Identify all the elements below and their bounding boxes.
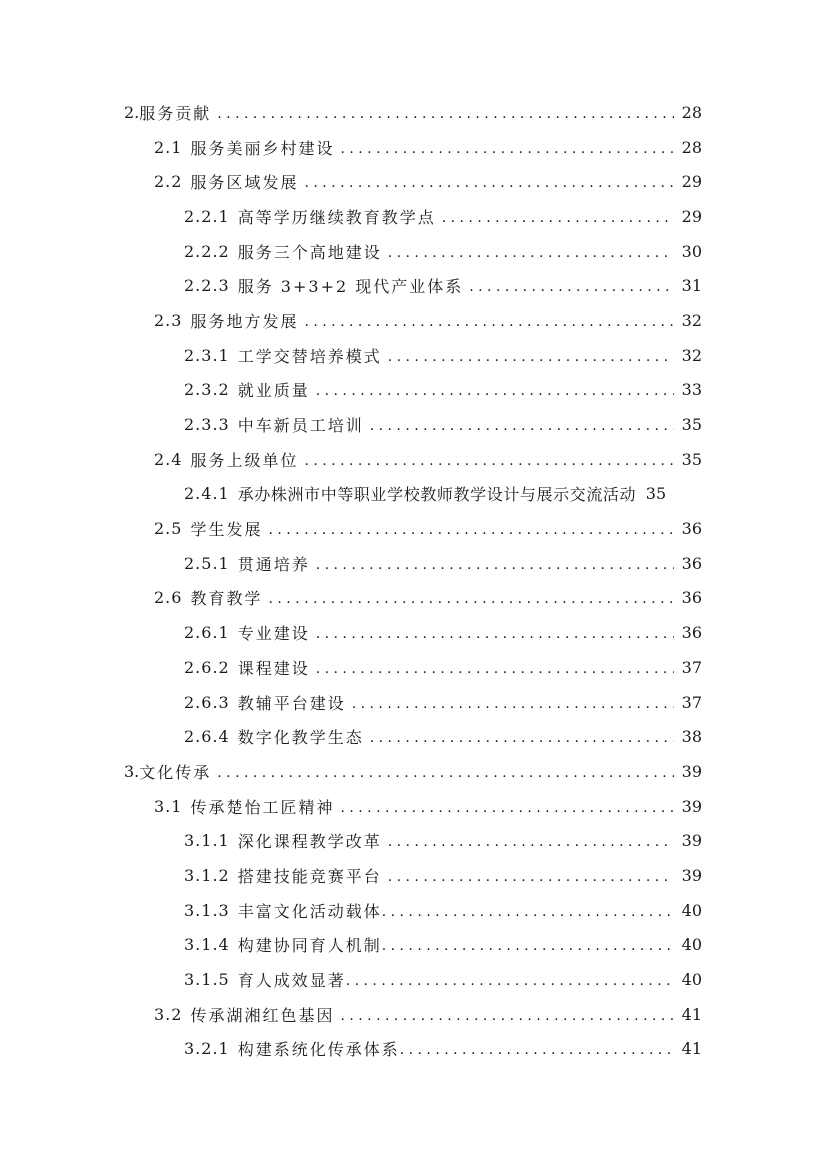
toc-entry-number: 2.3.1	[184, 345, 230, 365]
toc-entry-title: 高等学历继续教育教学点	[237, 207, 436, 227]
toc-entry[interactable]	[0, 268, 827, 303]
toc-entry-number: 3.2.1	[184, 1039, 230, 1059]
toc-entry-number: 2.2.2	[184, 241, 230, 261]
toc-entry-number: 2.6.1	[184, 623, 230, 643]
toc-entry-title: 构建系统化传承体系	[237, 1040, 400, 1060]
toc-entry[interactable]	[0, 1032, 827, 1067]
toc-dot-leader	[340, 1005, 673, 1024]
toc-entry-page: 41	[681, 1039, 702, 1059]
toc-entry-page: 28	[681, 102, 702, 122]
toc-dot-leader	[400, 1039, 674, 1058]
toc-entry[interactable]	[0, 581, 827, 616]
toc-entry-number: 2.3.2	[184, 380, 230, 400]
toc-entry-number: 2.4	[154, 449, 183, 469]
toc-entry-number: 2.4.1	[184, 484, 230, 504]
toc-entry[interactable]	[0, 546, 827, 581]
toc-entry-number: 3.	[124, 761, 140, 781]
toc-entry-page: 39	[681, 796, 702, 816]
toc-entry-title: 课程建设	[237, 658, 310, 678]
toc-entry[interactable]	[0, 234, 827, 269]
toc-entry-title: 工学交替培养模式	[237, 346, 382, 366]
toc-entry-page: 31	[681, 276, 702, 296]
toc-dot-leader	[316, 658, 674, 677]
toc-entry-page: 40	[681, 970, 702, 990]
toc-entry-page: 36	[681, 588, 702, 608]
toc-entry-number: 2.2	[154, 172, 183, 192]
toc-entry-number: 3.1	[154, 796, 183, 816]
toc-entry[interactable]	[0, 338, 827, 373]
toc-entry[interactable]	[0, 407, 827, 442]
toc-dot-leader	[340, 797, 673, 816]
toc-entry[interactable]	[0, 164, 827, 199]
toc-entry-title: 中车新员工培训	[237, 416, 364, 436]
toc-dot-leader	[316, 623, 674, 642]
toc-entry[interactable]	[0, 303, 827, 338]
toc-dot-leader	[382, 935, 674, 954]
toc-dot-leader	[346, 970, 674, 989]
toc-dot-leader	[382, 901, 674, 920]
toc-entry-number: 2.6.3	[184, 692, 230, 712]
toc-entry-page: 39	[681, 865, 702, 885]
toc-entry-page: 32	[681, 310, 702, 330]
toc-entry-page: 37	[681, 692, 702, 712]
toc-entry-number: 3.1.1	[184, 831, 230, 851]
toc-entry-title: 深化课程教学改革	[237, 832, 382, 852]
toc-entry-number: 2.3	[154, 310, 183, 330]
toc-entry-page: 41	[681, 1004, 702, 1024]
toc-dot-leader	[217, 103, 673, 122]
toc-entry-title: 专业建设	[237, 624, 310, 644]
toc-entry-page: 29	[681, 206, 702, 226]
toc-entry-number: 2.3.3	[184, 415, 230, 435]
toc-dot-leader	[370, 415, 674, 434]
toc-entry-title: 贯通培养	[237, 554, 310, 574]
toc-dot-leader	[304, 172, 673, 191]
toc-entry[interactable]	[0, 685, 827, 720]
toc-entry-title: 教辅平台建设	[237, 693, 346, 713]
toc-dot-leader	[304, 311, 673, 330]
toc-entry-page: 32	[681, 345, 702, 365]
toc-entry-title: 服务 3+3+2 现代产业体系	[237, 277, 464, 297]
toc-entry-title: 教育教学	[190, 589, 263, 609]
toc-dot-leader	[268, 588, 673, 607]
toc-entry-title: 就业质量	[237, 381, 310, 401]
toc-entry[interactable]	[0, 789, 827, 824]
toc-entry-number: 2.5	[154, 519, 183, 539]
toc-dot-leader	[268, 519, 673, 538]
toc-entry-title: 承办株洲市中等职业学校教师教学设计与展示交流活动	[237, 485, 637, 505]
toc-entry-page: 33	[681, 380, 702, 400]
toc-dot-leader	[217, 762, 673, 781]
toc-entry[interactable]	[0, 130, 827, 165]
toc-dot-leader	[370, 727, 674, 746]
toc-entry[interactable]	[0, 997, 827, 1032]
toc-dot-leader	[316, 380, 674, 399]
toc-entry[interactable]	[0, 823, 827, 858]
toc-entry-page: 36	[681, 519, 702, 539]
toc-dot-leader	[316, 554, 674, 573]
toc-dot-leader	[388, 346, 674, 365]
toc-entry-number: 2.	[124, 102, 140, 122]
toc-entry-title: 传承湖湘红色基因	[190, 1005, 335, 1025]
toc-entry-title: 丰富文化活动载体	[237, 901, 382, 921]
toc-entry[interactable]	[0, 893, 827, 928]
toc-entry-title: 服务贡献	[139, 103, 212, 123]
toc-entry-page: 35	[681, 415, 702, 435]
toc-dot-leader	[304, 450, 673, 469]
toc-entry-title: 构建协同育人机制	[237, 936, 382, 956]
toc-dot-leader	[469, 276, 673, 295]
toc-entry-title: 数字化教学生态	[237, 728, 364, 748]
toc-entry[interactable]	[0, 858, 827, 893]
toc-entry[interactable]	[0, 615, 827, 650]
toc-entry-number: 2.5.1	[184, 553, 230, 573]
toc-entry[interactable]	[0, 442, 827, 477]
toc-entry-number: 2.2.3	[184, 276, 230, 296]
toc-entry-title: 服务上级单位	[190, 450, 299, 470]
toc-entry-number: 3.1.5	[184, 970, 230, 990]
toc-entry-page: 40	[681, 935, 702, 955]
toc-entry-page: 30	[681, 241, 702, 261]
toc-entry-number: 2.6.4	[184, 727, 230, 747]
toc-dot-leader	[442, 207, 674, 226]
toc-entry-title: 服务三个高地建设	[237, 242, 382, 262]
toc-entry-page: 38	[681, 727, 702, 747]
toc-entry[interactable]	[0, 199, 827, 234]
toc-entry-number: 2.6	[154, 588, 183, 608]
toc-entry-title: 服务区域发展	[190, 173, 299, 193]
toc-dot-leader	[388, 831, 674, 850]
toc-entry-number: 3.1.3	[184, 900, 230, 920]
toc-entry[interactable]	[0, 962, 827, 997]
toc-entry-number: 3.1.2	[184, 865, 230, 885]
toc-entry-page: 28	[681, 137, 702, 157]
toc-entry[interactable]	[0, 477, 827, 512]
toc-dot-leader	[388, 866, 674, 885]
toc-entry-title: 育人成效显著	[237, 971, 346, 991]
toc-dot-leader	[388, 242, 674, 261]
toc-entry-number: 2.2.1	[184, 206, 230, 226]
toc-entry-title: 文化传承	[139, 762, 212, 782]
toc-entry[interactable]	[0, 719, 827, 754]
toc-entry[interactable]	[0, 650, 827, 685]
toc-entry-number: 2.1	[154, 137, 183, 157]
toc-entry-page: 37	[681, 657, 702, 677]
toc-entry-page: 39	[681, 831, 702, 851]
toc-entry-page: 29	[681, 172, 702, 192]
toc-entry-number: 3.1.4	[184, 935, 230, 955]
table-of-contents	[0, 95, 827, 1066]
toc-entry-title: 传承楚怡工匠精神	[190, 797, 335, 817]
toc-dot-leader	[340, 138, 673, 157]
toc-entry-number: 2.6.2	[184, 657, 230, 677]
toc-entry[interactable]	[0, 511, 827, 546]
toc-entry[interactable]	[0, 928, 827, 963]
toc-entry-title: 服务地方发展	[190, 311, 299, 331]
toc-dot-leader	[352, 693, 674, 712]
toc-entry-page: 35	[645, 484, 667, 504]
toc-entry-title: 学生发展	[190, 520, 263, 540]
toc-entry-number: 3.2	[154, 1004, 183, 1024]
toc-entry-page: 35	[681, 449, 702, 469]
toc-entry[interactable]	[0, 95, 827, 130]
toc-entry-page: 39	[681, 761, 702, 781]
toc-entry-page: 36	[681, 623, 702, 643]
toc-entry-page: 40	[681, 900, 702, 920]
toc-entry[interactable]	[0, 754, 827, 789]
toc-entry-title: 服务美丽乡村建设	[190, 138, 335, 158]
toc-entry[interactable]	[0, 373, 827, 408]
toc-entry-page: 36	[681, 553, 702, 573]
toc-entry-title: 搭建技能竞赛平台	[237, 866, 382, 886]
